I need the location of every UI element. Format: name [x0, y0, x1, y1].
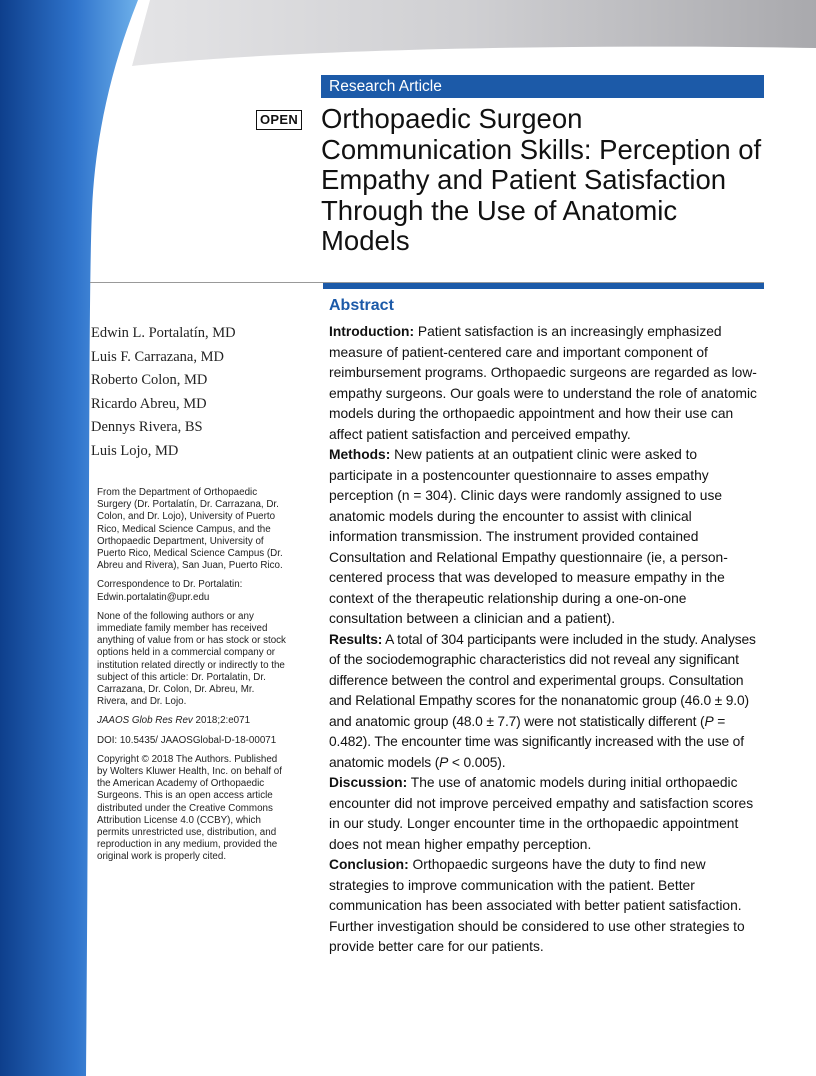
section-text: Orthopaedic surgeons have the duty to find new strategies to improve communication with the patient. Better communication has been associated with better patient satisfaction. Further investigation should be considered to use other strategies to provide better care for our patients.: [329, 857, 745, 954]
journal-name: JAAOS Glob Res Rev: [97, 715, 193, 727]
section-text: < 0.005).: [448, 754, 506, 770]
author-name: Edwin L. Portalatín, MD: [91, 325, 236, 341]
author-name: Luis Lojo, MD: [91, 442, 179, 459]
article-sidebar: [97, 487, 287, 871]
abstract-results: [329, 630, 761, 774]
abstract-heading: Abstract: [329, 297, 394, 314]
article-type-banner: Research Article: [321, 75, 764, 98]
journal-citation: [97, 715, 287, 727]
correspondence: Correspondence to Dr. Portalatin: Edwin.portalatin@upr.edu: [97, 579, 243, 603]
abstract-discussion: [329, 773, 761, 855]
author-name: Roberto Colon, MD: [91, 372, 208, 389]
p-value-symbol: P: [704, 713, 714, 729]
affiliation: From the Department of Orthopaedic Surgery (Dr. Portalatín, Dr. Carrazana, Dr. Colon, and Dr. Lojo), University of Puerto Rico, Medical Science Campus, and the Orthopaedic Department, University of Puerto Rico, Medical Science Campus (Dr. Abreu and Rivera), San Juan, Puerto Rico.: [97, 487, 283, 572]
abstract-introduction: [329, 322, 761, 445]
section-label: Introduction:: [329, 324, 415, 339]
author-name: Luis F. Carrazana, MD: [91, 348, 224, 365]
author-list: [91, 322, 311, 464]
author-name: Ricardo Abreu, MD: [91, 395, 207, 412]
copyright: Copyright © 2018 The Authors. Published by Wolters Kluwer Health, Inc. on behalf of the American Academy of Orthopaedic Surgeons. This is an open access article distributed under the Creative Commons Attribution License 4.0 (CCBY), which permits unrestricted use, distribution, and reproduction in any medium, provided the original work is properly cited.: [97, 753, 282, 863]
journal-volume: 2018;2:e071: [192, 715, 251, 727]
author-name: Dennys Rivera, BS: [91, 419, 203, 436]
section-text: Patient satisfaction is an increasingly emphasized measure of patient-centered care and important component of reimbursement programs. Orthopaedic surgeons are regarded as low-empathy surgeons. Our goals were to understand the role of anatomic models during the orthopaedic appointment and how their use can affect patient satisfaction and perceived empathy.: [329, 324, 757, 442]
abstract-body: [329, 322, 761, 958]
open-access-badge: OPEN: [256, 110, 302, 130]
section-label: Results:: [329, 631, 383, 647]
section-label: Methods:: [329, 447, 391, 462]
section-text: The use of anatomic models during initial orthopaedic encounter did not improve perceived empathy and satisfaction scores in our study. Longer encounter time in the orthopaedic appointment does not mean higher empathy perception.: [329, 775, 754, 852]
section-text: New patients at an outpatient clinic were asked to participate in a postencounter questionnaire to asses empathy perception (n = 304). Clinic days were randomly assigned to use anatomic models during the encounter to assist with clinical information transmission. The instrument provided contained Consultation and Relational Empathy questionnaire (ie, a person-centered process that was developed to measure empathy in the context of the therapeutic relationship during a one-on-one consultation between a clinician and a patient).: [329, 447, 728, 626]
p-value-symbol: P: [439, 754, 449, 770]
section-label: Conclusion:: [329, 857, 409, 872]
disclosure: None of the following authors or any immediate family member has received anything of value from or has stock or stock options held in a commercial company or institution related directly or indirectly to the subject of this article: Dr. Portalatin, Dr. Carrazana, Dr. Colon, Dr. Abreu, Mr. Rivera, and Dr. Lojo.: [97, 610, 286, 708]
abstract-methods: [329, 445, 761, 630]
abstract-conclusion: [329, 855, 761, 958]
section-text: A total of 304 participants were included in the study. Analyses of the sociodemographic characteristics did not reveal any significant difference between the control and experimental groups. Consultation and Relational Empathy scores for the nonanatomic group (46.0 ± 9.0) and anatomic group (48.0 ± 7.7) were not statistically different (: [329, 631, 756, 729]
article-title: Orthopaedic Surgeon Communication Skills: Perception of Empathy and Patient Satisfaction Through the Use of Anatomic Models: [321, 103, 762, 256]
abstract-divider-bar: [323, 283, 764, 289]
section-label: Discussion:: [329, 775, 408, 790]
section-text: = 0.482). The encounter time was significantly increased with the use of anatomic models (: [329, 713, 744, 770]
doi: DOI: 10.5435/ JAAOSGlobal-D-18-00071: [97, 734, 277, 746]
